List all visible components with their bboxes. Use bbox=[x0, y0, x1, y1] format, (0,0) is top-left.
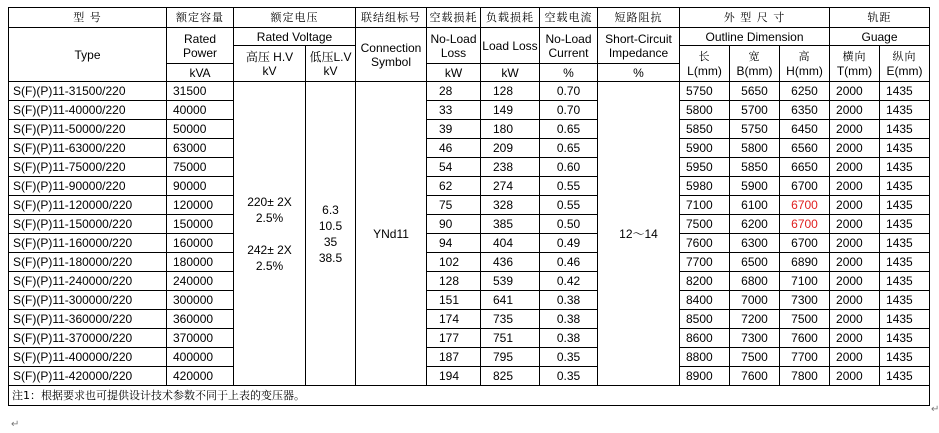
height-cell: 6890 bbox=[780, 253, 830, 272]
gauge-e-cell: 1435 bbox=[880, 82, 930, 101]
rated-power-cell: 300000 bbox=[167, 291, 234, 310]
gauge-t-cell: 2000 bbox=[830, 234, 880, 253]
header-trans-cn: 横向 bbox=[842, 49, 867, 63]
table-row bbox=[9, 329, 930, 348]
type-cell: S(F)(P)11-63000/220 bbox=[9, 139, 167, 158]
no-load-current-cell: 0.70 bbox=[540, 101, 598, 120]
load-loss-cell: 795 bbox=[481, 348, 540, 367]
width-cell: 5900 bbox=[730, 177, 780, 196]
width-cell: 7000 bbox=[730, 291, 780, 310]
height-cell: 6700 bbox=[780, 234, 830, 253]
header-connection-en: Connection Symbol bbox=[356, 28, 427, 82]
load-loss-cell: 128 bbox=[481, 82, 540, 101]
type-cell: S(F)(P)11-370000/220 bbox=[9, 329, 167, 348]
height-cell: 6700 bbox=[780, 196, 830, 215]
table-row bbox=[9, 253, 930, 272]
header-capacity-en: Rated Power bbox=[167, 28, 234, 64]
gauge-e-cell: 1435 bbox=[880, 234, 930, 253]
rated-power-cell: 90000 bbox=[167, 177, 234, 196]
header-gauge-en: Guage bbox=[830, 28, 930, 46]
header-voltage-cn: 额定电压 bbox=[234, 8, 356, 28]
note-row bbox=[9, 386, 930, 406]
no-load-loss-cell: 33 bbox=[427, 101, 481, 120]
connection-symbol-cell: YNd11 bbox=[356, 82, 427, 386]
rated-power-cell: 370000 bbox=[167, 329, 234, 348]
impedance-cell: 12～14 bbox=[598, 82, 680, 386]
rated-power-cell: 240000 bbox=[167, 272, 234, 291]
table-row bbox=[9, 120, 930, 139]
table-row bbox=[9, 310, 930, 329]
gauge-t-cell: 2000 bbox=[830, 310, 880, 329]
lv-voltage-line: 10.5 bbox=[318, 218, 343, 233]
gauge-e-cell: 1435 bbox=[880, 196, 930, 215]
table-row bbox=[9, 177, 930, 196]
gauge-e-cell: 1435 bbox=[880, 177, 930, 196]
gauge-e-cell: 1435 bbox=[880, 253, 930, 272]
hv-voltage-line: 2.5% bbox=[255, 210, 284, 225]
header-hv-unit: kV bbox=[262, 63, 277, 78]
width-cell: 7300 bbox=[730, 329, 780, 348]
no-load-loss-cell: 187 bbox=[427, 348, 481, 367]
height-cell: 7500 bbox=[780, 310, 830, 329]
header-outline-cn: 外 型 尺 寸 bbox=[680, 8, 830, 28]
table-row bbox=[9, 215, 930, 234]
height-cell: 7800 bbox=[780, 367, 830, 386]
table-row bbox=[9, 367, 930, 386]
header-type-en: Type bbox=[9, 28, 167, 82]
width-cell: 5850 bbox=[730, 158, 780, 177]
length-cell: 5950 bbox=[680, 158, 730, 177]
gauge-e-cell: 1435 bbox=[880, 291, 930, 310]
rated-power-cell: 400000 bbox=[167, 348, 234, 367]
height-cell: 6650 bbox=[780, 158, 830, 177]
type-cell: S(F)(P)11-160000/220 bbox=[9, 234, 167, 253]
no-load-current-cell: 0.35 bbox=[540, 348, 598, 367]
no-load-loss-cell: 194 bbox=[427, 367, 481, 386]
width-cell: 5750 bbox=[730, 120, 780, 139]
no-load-current-cell: 0.38 bbox=[540, 310, 598, 329]
width-cell: 6800 bbox=[730, 272, 780, 291]
gauge-e-cell: 1435 bbox=[880, 367, 930, 386]
load-loss-cell: 751 bbox=[481, 329, 540, 348]
header-width-cn: 宽 bbox=[748, 49, 761, 63]
no-load-loss-cell: 177 bbox=[427, 329, 481, 348]
header-length-unit: L(mm) bbox=[687, 63, 722, 78]
height-cell: 6700 bbox=[780, 177, 830, 196]
no-load-current-cell: 0.49 bbox=[540, 234, 598, 253]
length-cell: 8600 bbox=[680, 329, 730, 348]
width-cell: 6500 bbox=[730, 253, 780, 272]
hv-voltage-line: 220± 2X bbox=[247, 194, 292, 209]
table-row bbox=[9, 196, 930, 215]
header-type-cn: 型 号 bbox=[9, 8, 167, 28]
type-cell: S(F)(P)11-420000/220 bbox=[9, 367, 167, 386]
rated-power-cell: 63000 bbox=[167, 139, 234, 158]
no-load-current-cell: 0.42 bbox=[540, 272, 598, 291]
height-cell: 7600 bbox=[780, 329, 830, 348]
type-cell: S(F)(P)11-300000/220 bbox=[9, 291, 167, 310]
header-trans bbox=[830, 46, 880, 82]
no-load-loss-cell: 54 bbox=[427, 158, 481, 177]
gauge-t-cell: 2000 bbox=[830, 196, 880, 215]
header-connection-cn: 联结组标号 bbox=[356, 8, 427, 28]
no-load-current-cell: 0.46 bbox=[540, 253, 598, 272]
lv-voltage-line: 6.3 bbox=[322, 202, 339, 217]
header-height bbox=[780, 46, 830, 82]
header-outline-en: Outline Dimension bbox=[680, 28, 830, 46]
load-loss-cell: 180 bbox=[481, 120, 540, 139]
gauge-t-cell: 2000 bbox=[830, 101, 880, 120]
length-cell: 7700 bbox=[680, 253, 730, 272]
no-load-current-cell: 0.38 bbox=[540, 329, 598, 348]
hv-voltage-cell bbox=[234, 82, 306, 386]
rated-power-cell: 180000 bbox=[167, 253, 234, 272]
load-loss-cell: 209 bbox=[481, 139, 540, 158]
header-current-unit: % bbox=[540, 64, 598, 82]
load-loss-cell: 238 bbox=[481, 158, 540, 177]
no-load-loss-cell: 90 bbox=[427, 215, 481, 234]
lv-voltage-cell bbox=[306, 82, 356, 386]
header-length bbox=[680, 46, 730, 82]
hv-voltage-line: 242± 2X bbox=[247, 242, 292, 257]
length-cell: 8200 bbox=[680, 272, 730, 291]
header-long bbox=[880, 46, 930, 82]
gauge-t-cell: 2000 bbox=[830, 272, 880, 291]
header-impedance-unit: % bbox=[598, 64, 680, 82]
type-cell: S(F)(P)11-360000/220 bbox=[9, 310, 167, 329]
height-cell: 7100 bbox=[780, 272, 830, 291]
gauge-e-cell: 1435 bbox=[880, 120, 930, 139]
length-cell: 7600 bbox=[680, 234, 730, 253]
type-cell: S(F)(P)11-400000/220 bbox=[9, 348, 167, 367]
width-cell: 7200 bbox=[730, 310, 780, 329]
type-cell: S(F)(P)11-40000/220 bbox=[9, 101, 167, 120]
width-cell: 7500 bbox=[730, 348, 780, 367]
header-noload-unit: kW bbox=[427, 64, 481, 82]
header-width bbox=[730, 46, 780, 82]
header-lv-unit: kV bbox=[323, 63, 338, 78]
gauge-t-cell: 2000 bbox=[830, 177, 880, 196]
header-hv-label: 高压 H.V bbox=[245, 49, 294, 64]
length-cell: 5850 bbox=[680, 120, 730, 139]
rated-power-cell: 420000 bbox=[167, 367, 234, 386]
gauge-t-cell: 2000 bbox=[830, 348, 880, 367]
rated-power-cell: 120000 bbox=[167, 196, 234, 215]
gauge-t-cell: 2000 bbox=[830, 367, 880, 386]
length-cell: 5800 bbox=[680, 101, 730, 120]
header-load-en: Load Loss bbox=[481, 28, 540, 64]
gauge-e-cell: 1435 bbox=[880, 348, 930, 367]
gauge-e-cell: 1435 bbox=[880, 329, 930, 348]
header-impedance-en: Short-Circuit Impedance bbox=[598, 28, 680, 64]
gauge-t-cell: 2000 bbox=[830, 329, 880, 348]
no-load-loss-cell: 151 bbox=[427, 291, 481, 310]
no-load-loss-cell: 46 bbox=[427, 139, 481, 158]
no-load-current-cell: 0.65 bbox=[540, 120, 598, 139]
type-cell: S(F)(P)11-90000/220 bbox=[9, 177, 167, 196]
header-noload-en: No-Load Loss bbox=[427, 28, 481, 64]
header-current-cn: 空载电流 bbox=[540, 8, 598, 28]
spacer bbox=[234, 226, 305, 242]
load-loss-cell: 641 bbox=[481, 291, 540, 310]
no-load-loss-cell: 39 bbox=[427, 120, 481, 139]
length-cell: 8900 bbox=[680, 367, 730, 386]
no-load-current-cell: 0.38 bbox=[540, 291, 598, 310]
gauge-e-cell: 1435 bbox=[880, 310, 930, 329]
no-load-loss-cell: 128 bbox=[427, 272, 481, 291]
type-cell: S(F)(P)11-75000/220 bbox=[9, 158, 167, 177]
gauge-t-cell: 2000 bbox=[830, 139, 880, 158]
header-long-unit: E(mm) bbox=[886, 63, 923, 78]
table-row bbox=[9, 291, 930, 310]
table-row bbox=[9, 139, 930, 158]
width-cell: 6300 bbox=[730, 234, 780, 253]
width-cell: 5800 bbox=[730, 139, 780, 158]
load-loss-cell: 274 bbox=[481, 177, 540, 196]
header-trans-unit: T(mm) bbox=[836, 63, 873, 78]
no-load-current-cell: 0.55 bbox=[540, 177, 598, 196]
header-noload-cn: 空载损耗 bbox=[427, 8, 481, 28]
type-cell: S(F)(P)11-50000/220 bbox=[9, 120, 167, 139]
header-hv bbox=[234, 46, 306, 82]
header-voltage-en: Rated Voltage bbox=[234, 28, 356, 46]
header-long-cn: 纵向 bbox=[892, 49, 917, 63]
header-length-cn: 长 bbox=[698, 49, 711, 63]
height-cell: 6450 bbox=[780, 120, 830, 139]
height-cell: 6350 bbox=[780, 101, 830, 120]
gauge-e-cell: 1435 bbox=[880, 215, 930, 234]
no-load-loss-cell: 75 bbox=[427, 196, 481, 215]
gauge-t-cell: 2000 bbox=[830, 253, 880, 272]
type-cell: S(F)(P)11-240000/220 bbox=[9, 272, 167, 291]
header-height-cn: 高 bbox=[798, 49, 811, 63]
gauge-t-cell: 2000 bbox=[830, 82, 880, 101]
load-loss-cell: 539 bbox=[481, 272, 540, 291]
table-row bbox=[9, 101, 930, 120]
rated-power-cell: 31500 bbox=[167, 82, 234, 101]
no-load-loss-cell: 28 bbox=[427, 82, 481, 101]
rated-power-cell: 50000 bbox=[167, 120, 234, 139]
width-cell: 5700 bbox=[730, 101, 780, 120]
length-cell: 5900 bbox=[680, 139, 730, 158]
no-load-current-cell: 0.55 bbox=[540, 196, 598, 215]
header-width-unit: B(mm) bbox=[736, 63, 773, 78]
height-cell: 7700 bbox=[780, 348, 830, 367]
rated-power-cell: 150000 bbox=[167, 215, 234, 234]
rated-power-cell: 160000 bbox=[167, 234, 234, 253]
length-cell: 8500 bbox=[680, 310, 730, 329]
table-row bbox=[9, 348, 930, 367]
header-lv-label: 低压L.V bbox=[309, 49, 352, 64]
header-gauge-cn: 轨距 bbox=[830, 8, 930, 28]
type-cell: S(F)(P)11-180000/220 bbox=[9, 253, 167, 272]
no-load-current-cell: 0.35 bbox=[540, 367, 598, 386]
no-load-current-cell: 0.50 bbox=[540, 215, 598, 234]
header-load-unit: kW bbox=[481, 64, 540, 82]
gauge-e-cell: 1435 bbox=[880, 272, 930, 291]
table-row bbox=[9, 234, 930, 253]
length-cell: 5980 bbox=[680, 177, 730, 196]
paragraph-mark: ↵ bbox=[11, 419, 20, 430]
type-cell: S(F)(P)11-31500/220 bbox=[9, 82, 167, 101]
rated-power-cell: 40000 bbox=[167, 101, 234, 120]
load-loss-cell: 385 bbox=[481, 215, 540, 234]
gauge-e-cell: 1435 bbox=[880, 101, 930, 120]
load-loss-cell: 404 bbox=[481, 234, 540, 253]
load-loss-cell: 825 bbox=[481, 367, 540, 386]
table-row bbox=[9, 82, 930, 101]
data-rows bbox=[9, 82, 930, 386]
header-impedance-cn: 短路阻抗 bbox=[598, 8, 680, 28]
gauge-e-cell: 1435 bbox=[880, 139, 930, 158]
lv-voltage-line: 35 bbox=[323, 234, 338, 249]
length-cell: 5750 bbox=[680, 82, 730, 101]
paragraph-mark-right: ↵ bbox=[931, 404, 939, 415]
length-cell: 8800 bbox=[680, 348, 730, 367]
width-cell: 6100 bbox=[730, 196, 780, 215]
load-loss-cell: 436 bbox=[481, 253, 540, 272]
header-load-cn: 负载损耗 bbox=[481, 8, 540, 28]
no-load-loss-cell: 102 bbox=[427, 253, 481, 272]
transformer-spec-table bbox=[8, 7, 930, 406]
load-loss-cell: 735 bbox=[481, 310, 540, 329]
rated-power-cell: 360000 bbox=[167, 310, 234, 329]
header-lv bbox=[306, 46, 356, 82]
length-cell: 7100 bbox=[680, 196, 730, 215]
header-capacity-cn: 额定容量 bbox=[167, 8, 234, 28]
width-cell: 6200 bbox=[730, 215, 780, 234]
rated-power-cell: 75000 bbox=[167, 158, 234, 177]
header-height-unit: H(mm) bbox=[786, 63, 823, 78]
gauge-t-cell: 2000 bbox=[830, 158, 880, 177]
gauge-t-cell: 2000 bbox=[830, 215, 880, 234]
header-capacity-unit: kVA bbox=[167, 64, 234, 82]
height-cell: 7300 bbox=[780, 291, 830, 310]
height-cell: 6560 bbox=[780, 139, 830, 158]
gauge-e-cell: 1435 bbox=[880, 158, 930, 177]
hv-voltage-line: 2.5% bbox=[255, 258, 284, 273]
type-cell: S(F)(P)11-150000/220 bbox=[9, 215, 167, 234]
table-row bbox=[9, 158, 930, 177]
height-cell: 6250 bbox=[780, 82, 830, 101]
table-row bbox=[9, 272, 930, 291]
no-load-loss-cell: 62 bbox=[427, 177, 481, 196]
height-cell: 6700 bbox=[780, 215, 830, 234]
length-cell: 7500 bbox=[680, 215, 730, 234]
gauge-t-cell: 2000 bbox=[830, 291, 880, 310]
no-load-current-cell: 0.65 bbox=[540, 139, 598, 158]
load-loss-cell: 328 bbox=[481, 196, 540, 215]
load-loss-cell: 149 bbox=[481, 101, 540, 120]
footnote: 注1：根据要求也可提供设计技术参数不同于上表的变压器。 bbox=[9, 386, 930, 406]
length-cell: 8400 bbox=[680, 291, 730, 310]
header-current-en: No-Load Current bbox=[540, 28, 598, 64]
type-cell: S(F)(P)11-120000/220 bbox=[9, 196, 167, 215]
no-load-loss-cell: 174 bbox=[427, 310, 481, 329]
lv-voltage-line: 38.5 bbox=[318, 250, 343, 265]
no-load-current-cell: 0.70 bbox=[540, 82, 598, 101]
no-load-current-cell: 0.60 bbox=[540, 158, 598, 177]
header-row-cn bbox=[9, 8, 930, 28]
header-row-en bbox=[9, 28, 930, 46]
gauge-t-cell: 2000 bbox=[830, 120, 880, 139]
width-cell: 5650 bbox=[730, 82, 780, 101]
width-cell: 7600 bbox=[730, 367, 780, 386]
no-load-loss-cell: 94 bbox=[427, 234, 481, 253]
